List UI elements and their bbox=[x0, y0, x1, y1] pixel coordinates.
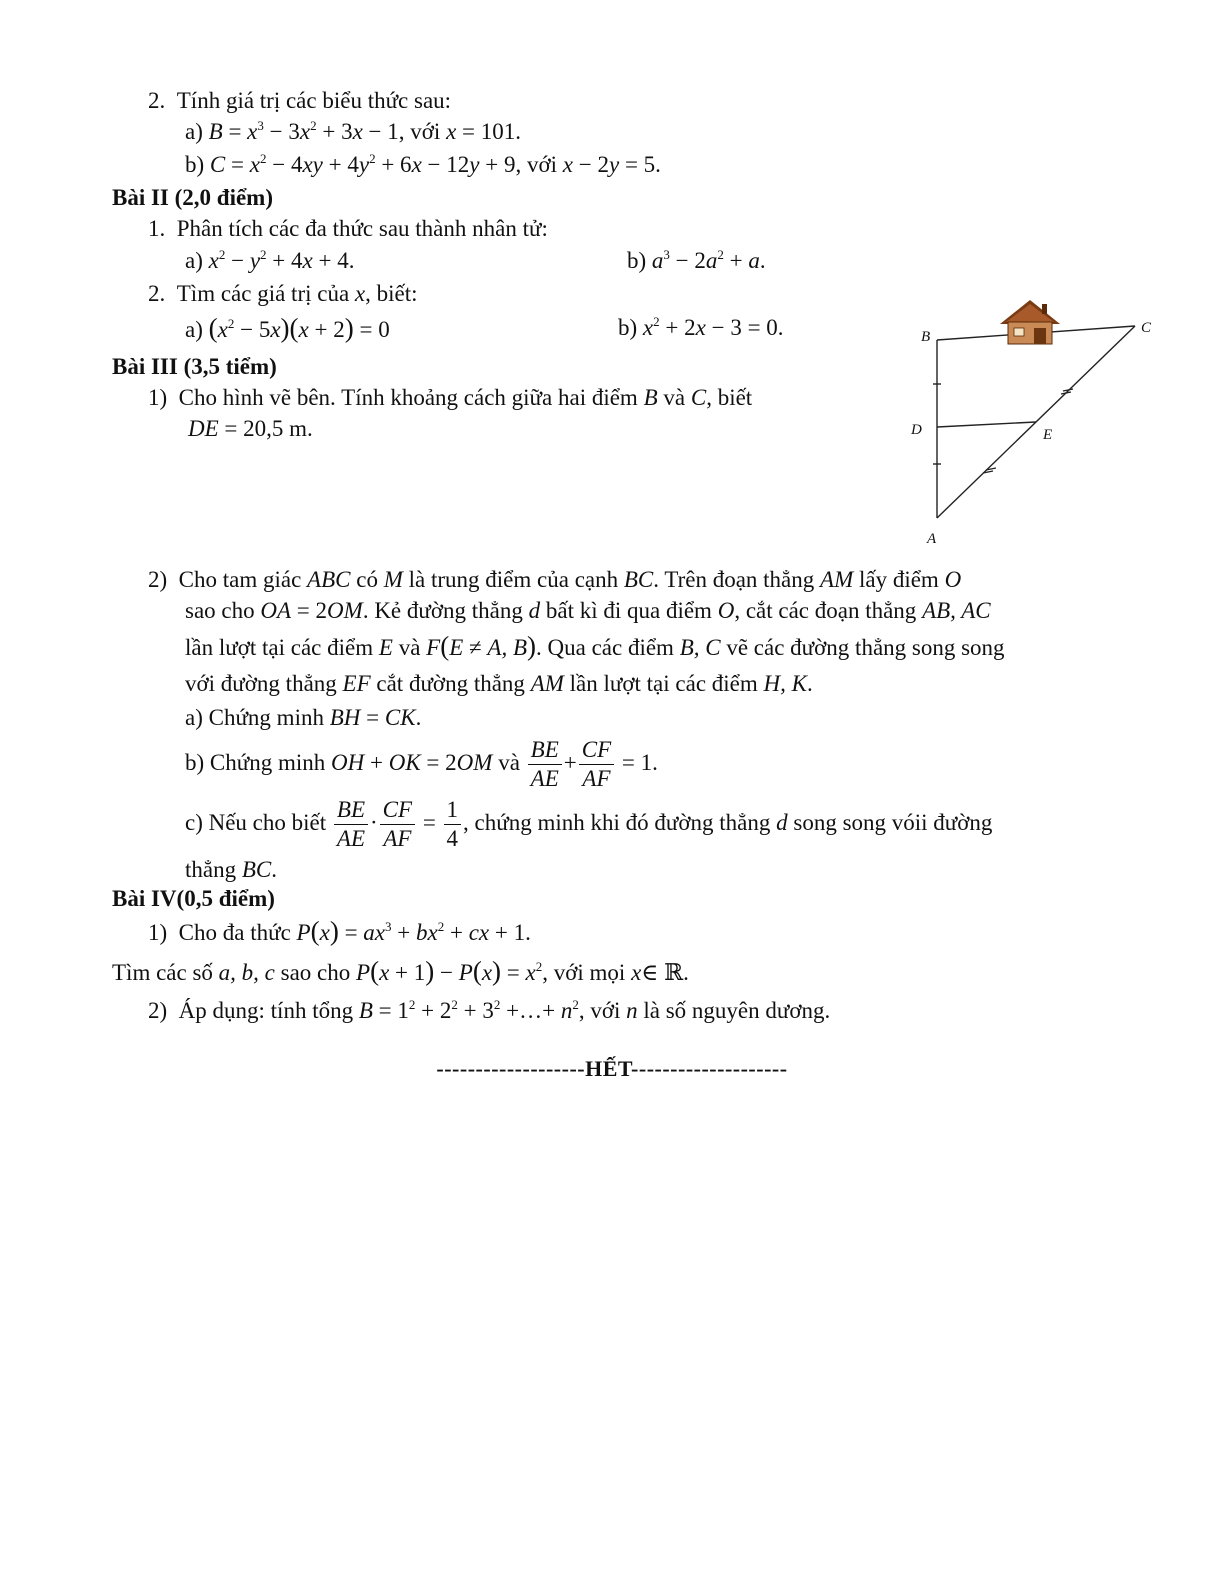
t30: là số nguyên dương. bbox=[637, 998, 831, 1023]
label-b: b) bbox=[618, 315, 643, 340]
bai2-q2b: b) $x^2 + 2x - 3 = 0$. bbox=[618, 314, 784, 340]
frac-1-4: $\frac{1}{4}$ bbox=[444, 796, 462, 853]
t27: , với mọi bbox=[542, 960, 632, 985]
expr-b: B bbox=[208, 119, 223, 144]
t26: sao cho bbox=[274, 960, 356, 985]
t11: và bbox=[392, 635, 427, 660]
t10: lần lượt tại các điểm bbox=[185, 635, 379, 660]
t22: song song vóii đường bbox=[787, 810, 993, 835]
bai3-q1-text: 1) Cho hình vẽ bên. Tính khoảng cách giữa hai điểm bbox=[148, 385, 644, 410]
label-a-point: A bbox=[927, 531, 937, 547]
bai3-q2-line2: sao cho OA = 2OM. Kẻ đường thẳng d bất kì đi qua điểm O, cắt các đoạn thẳng AB, AC bbox=[185, 598, 991, 623]
label-a: a) bbox=[185, 317, 209, 342]
t19: và bbox=[492, 750, 526, 775]
bai3-q2-line1: 2) Cho tam giác ABC có M là trung điểm của cạnh BC. Trên đoạn thẳng AM lấy điểm O bbox=[148, 567, 962, 592]
frac-cf-af: $\frac{CF}{AF}$ bbox=[579, 736, 614, 793]
t2: có bbox=[350, 567, 384, 592]
bai2-q2a: a) $(x^2 - 5x)(x + 2) = 0$ bbox=[185, 313, 390, 343]
t28: 2) Áp dụng: tính tổng bbox=[148, 998, 359, 1023]
t5: lấy điểm bbox=[853, 567, 945, 592]
label-a: a) bbox=[185, 248, 209, 273]
label-b: b) bbox=[627, 248, 652, 273]
t21: , chứng minh khi đó đường thẳng bbox=[463, 810, 777, 835]
label-b: b) bbox=[185, 152, 210, 177]
label-d-point: D bbox=[911, 422, 922, 438]
bai2-q2-text: 2. Tìm các giá trị của bbox=[148, 281, 355, 306]
t23: thẳng bbox=[185, 857, 242, 882]
t9: , cắt các đoạn thẳng bbox=[734, 598, 923, 623]
bai3-q2a: a) Chứng minh BH = CK. bbox=[185, 705, 422, 730]
t17: a) Chứng minh bbox=[185, 705, 330, 730]
frac-be-ae: $\frac{BE}{AE}$ bbox=[528, 736, 562, 793]
triangle-figure bbox=[905, 296, 1165, 551]
bai3-q2c-line2: thẳng BC. bbox=[185, 857, 277, 882]
t14: với đường thẳng bbox=[185, 671, 343, 696]
b1-q2b: b) $C = x^2 - 4xy + 4y^2 + 6x - 12y + 9$, với x − 2y = 5. bbox=[185, 151, 661, 177]
bai4-heading: Bài IV(0,5 điểm) bbox=[112, 886, 275, 911]
bai2-q2-tail: , biết: bbox=[365, 281, 418, 306]
bai3-q2b: b) Chứng minh OH + OK = 2OM và $\frac{BE}{AE}$ + $\frac{CF}{AF}$ = 1. bbox=[185, 737, 658, 792]
t18: b) Chứng minh bbox=[185, 750, 331, 775]
house-icon bbox=[1000, 300, 1060, 344]
label-b-point: B bbox=[921, 329, 931, 345]
t24: 1) Cho đa thức bbox=[148, 920, 297, 945]
t13: vẽ các đường thẳng song song bbox=[720, 635, 1005, 660]
t20: c) Nếu cho biết bbox=[185, 810, 332, 835]
t8: bất kì đi qua điểm bbox=[540, 598, 718, 623]
t4: . Trên đoạn thẳng bbox=[653, 567, 821, 592]
frac-cf-af-2: $\frac{CF}{AF}$ bbox=[380, 796, 415, 853]
bai3-q1-de: DE = 20,5 m. bbox=[188, 416, 313, 441]
tick-ae bbox=[983, 468, 996, 473]
bai2-q1a: a) $x^2 - y^2 + 4x + 4$. bbox=[185, 247, 355, 273]
b1-q2a: a) $B = x^3 - 3x^2 + 3x - 1$, với x = 101. bbox=[185, 118, 522, 144]
bai3-q1-and: và bbox=[657, 385, 691, 410]
bai2-q2: 2. Tìm các giá trị của x, biết: bbox=[148, 281, 418, 306]
bai3-heading: Bài III (3,5 tiểm) bbox=[112, 354, 277, 379]
t3: là trung điểm của cạnh bbox=[402, 567, 624, 592]
bai4-q2: 2) Áp dụng: tính tổng $B = 1^2 + 2^2 + 3^2$ +…+ $n^2$, với n là số nguyên dương. bbox=[148, 997, 831, 1023]
bai3-q2-line3: lần lượt tại các điểm E và F(E ≠ A, B). Qua các điểm B, C vẽ các đường thẳng song song bbox=[185, 631, 1005, 661]
label-a: a) bbox=[185, 119, 209, 144]
t12: . Qua các điểm bbox=[536, 635, 680, 660]
t7: . Kẻ đường thẳng bbox=[362, 598, 529, 623]
t6: sao cho bbox=[185, 598, 261, 623]
bai4-q1: 1) Cho đa thức $P(x) = ax^3 + bx^2$ + cx + 1. bbox=[148, 916, 531, 946]
bai3-q1-tail: , biết bbox=[706, 385, 753, 410]
bai3-q2-line4: với đường thẳng EF cắt đường thẳng AM lần lượt tại các điểm H, K. bbox=[185, 671, 813, 696]
bai2-q1: 1. Phân tích các đa thức sau thành nhân tử: bbox=[148, 216, 548, 241]
t1: 2) Cho tam giác bbox=[148, 567, 308, 592]
segment-de bbox=[937, 422, 1036, 427]
t15: cắt đường thẳng bbox=[370, 671, 531, 696]
bai2-heading: Bài II (2,0 điểm) bbox=[112, 185, 273, 210]
frac-be-ae-2: $\frac{BE}{AE}$ bbox=[334, 796, 368, 853]
label-c-point: C bbox=[1141, 320, 1152, 336]
bai4-find: Tìm các số a, b, c sao cho $P(x + 1) - P(x) = x^2$, với mọi x∈ ℝ. bbox=[112, 956, 689, 986]
b1-q2-title: 2. Tính giá trị các biểu thức sau: bbox=[148, 88, 452, 113]
t16: lần lượt tại các điểm bbox=[563, 671, 764, 696]
bai3-q1: 1) Cho hình vẽ bên. Tính khoảng cách giữa hai điểm B và C, biết bbox=[148, 385, 753, 410]
bai3-q2c: c) Nếu cho biết $\frac{BE}{AE}$ · $\frac{CF}{AF}$ = $\frac{1}{4}$ , chứng minh khi đó đường thẳng d song song vóii đường bbox=[185, 797, 993, 852]
end-marker: -------------------HẾT-------------------- bbox=[436, 1056, 788, 1081]
label-e-point: E bbox=[1043, 427, 1053, 443]
t29: , với bbox=[578, 998, 627, 1023]
bai2-q1b: b) $a^3 - 2a^2 + a$. bbox=[627, 247, 766, 273]
t25: Tìm các số bbox=[112, 960, 219, 985]
